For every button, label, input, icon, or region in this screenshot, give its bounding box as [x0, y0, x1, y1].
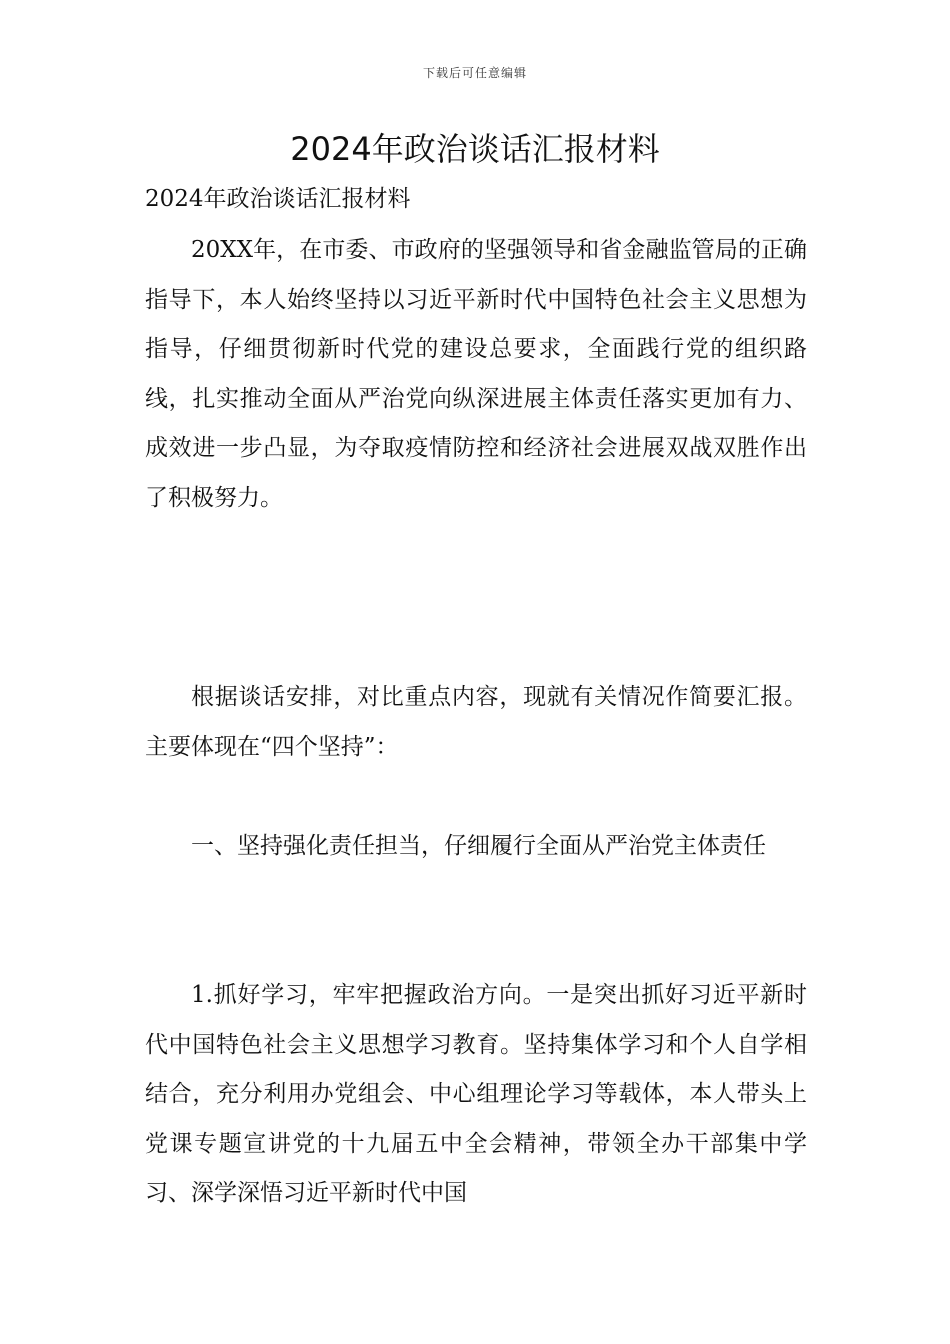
section-heading-one: 一、坚持强化责任担当，仔细履行全面从严治党主体责任 — [191, 833, 766, 859]
header-note: 下载后可任意编辑 — [422, 66, 527, 80]
paragraph-report-overview: 根据谈话安排，对比重点内容，现就有关情况作简要汇报。主要体现在“四个坚持”： — [145, 684, 807, 760]
document-title: 2024年政治谈话汇报材料 — [290, 130, 660, 168]
paragraph-intro: 20XX年，在市委、市政府的坚强领导和省金融监管局的正确指导下，本人始终坚持以习近平新时代中国特色社会主义思想为指导，仔细贯彻新时代党的建设总要求，全面践行党的组织路线，扎实推动全面从严治党向纵深进展主体责任落实更加有力、成效进一步凸显，为夺取疫情防控和经济社会进展双战双胜作出了积极努力。 — [145, 237, 807, 511]
paragraph-study: 1.抓好学习，牢牢把握政治方向。一是突出抓好习近平新时代中国特色社会主义思想学习教育。坚持集体学习和个人自学相结合，充分利用办党组会、中心组理论学习等载体，本人带头上党课专题宣讲党的十九届五中全会精神，带领全办干部集中学习、深学深悟习近平新时代中国 — [145, 982, 807, 1206]
document-subtitle: 2024年政治谈话汇报材料 — [145, 186, 411, 212]
